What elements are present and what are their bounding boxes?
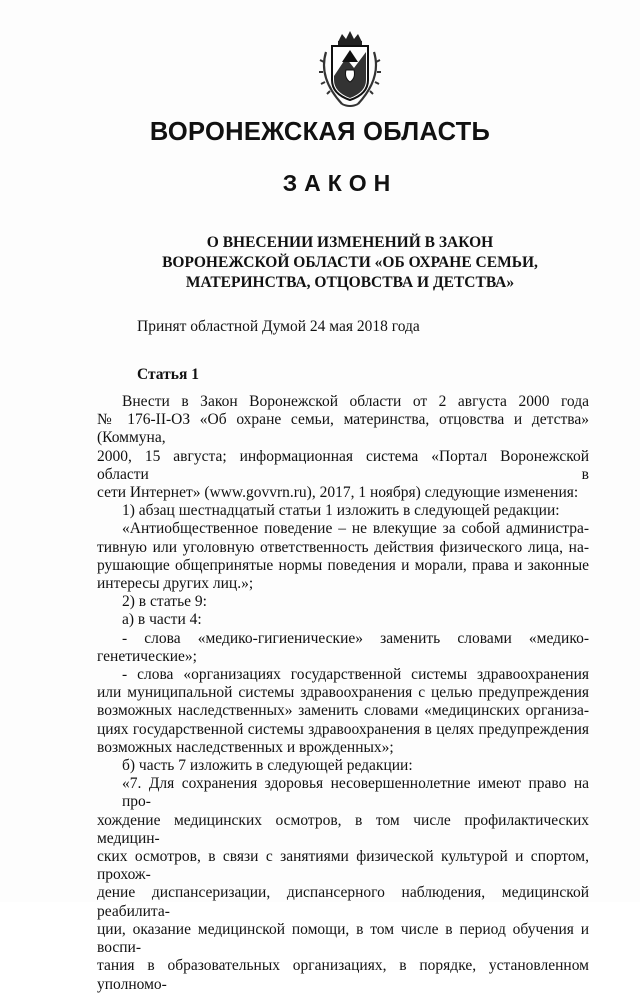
law-title [150,233,550,293]
text-line: рушающие общепринятые нормы поведения и морали, права и законные [97,556,589,574]
law-title-line: МАТЕРИНСТВА, ОТЦОВСТВА И ДЕТСТВА» [185,274,515,291]
text-line: ции, оказание медицинской помощи, в том числе в период обучения и воспи- [97,920,589,957]
text-line: тания в образовательных организациях, в порядке, установленном уполномо- [97,957,589,993]
text-line: «Антиобщественное поведение – не влекущие за собой администра- [122,520,589,538]
text-line: генетические»; [97,647,197,665]
document-type-heading: ЗАКОН [282,170,398,196]
law-title-line: ВОРОНЕЖСКОЙ ОБЛАСТИ «ОБ ОХРАНЕ СЕМЬИ, [162,254,538,271]
text-line: возможных наследственных» заменить словами «медицинских организа- [97,702,589,720]
text-line: дение диспансеризации, диспансерного наблюдения, медицинской реабилита- [97,884,589,920]
text-line: Внести в Закон Воронежской области от 2 августа 2000 года [122,393,589,410]
law-title-line: О ВНЕСЕНИИ ИЗМЕНЕНИЙ В ЗАКОН [206,234,494,251]
text-line: 1) абзац шестнадцатый статьи 1 изложить в следующей редакции: [122,502,560,520]
text-line: интересы других лиц.»; [97,575,254,593]
text-line: 2000, 15 августа; информационная система «Портал Воронежской области в [97,447,589,483]
text-line: - слова «медико-гигиенические» заменить словами «медико- [122,629,589,647]
text-line: «7. Для сохранения здоровья несовершеннолетние имеют право на про- [122,775,589,811]
text-line: ских осмотров, в связи с занятиями физической культурой и спортом, прохож- [97,848,589,884]
region-heading: ВОРОНЕЖСКАЯ ОБЛАСТЬ [149,118,491,146]
adoption-date-line: Принят областной Думой 24 мая 2018 года [137,318,420,335]
text-line: циях государственной системы здравоохранения в целях предупреждения [97,720,589,738]
text-line: 2) в статье 9: [122,593,207,611]
text-line: или муниципальной системы здравоохранения с целью предупреждения [97,684,589,702]
text-line: - слова «организациях государственной системы здравоохранения [122,666,589,684]
text-line: возможных наследственных и врожденных»; [97,738,394,756]
text-line: хождение медицинских осмотров, в том числе профилактических медицин- [97,811,589,847]
text-line: б) часть 7 изложить в следующей редакции: [122,757,413,775]
article-heading: Статья 1 [137,366,199,383]
text-line: сети Интернет» (www.govvrn.ru), 2017, 1 ноября) следующие изменения: [97,484,579,502]
article-body [97,393,589,994]
coat-of-arms-emblem [312,28,388,110]
text-line: а) в части 4: [122,611,202,629]
text-line: № 176-II-ОЗ «Об охране семьи, материнства, отцовства и детства» (Коммуна, [97,411,589,447]
text-line: тивную или уголовную ответственность действия физического лица, на- [97,538,589,556]
